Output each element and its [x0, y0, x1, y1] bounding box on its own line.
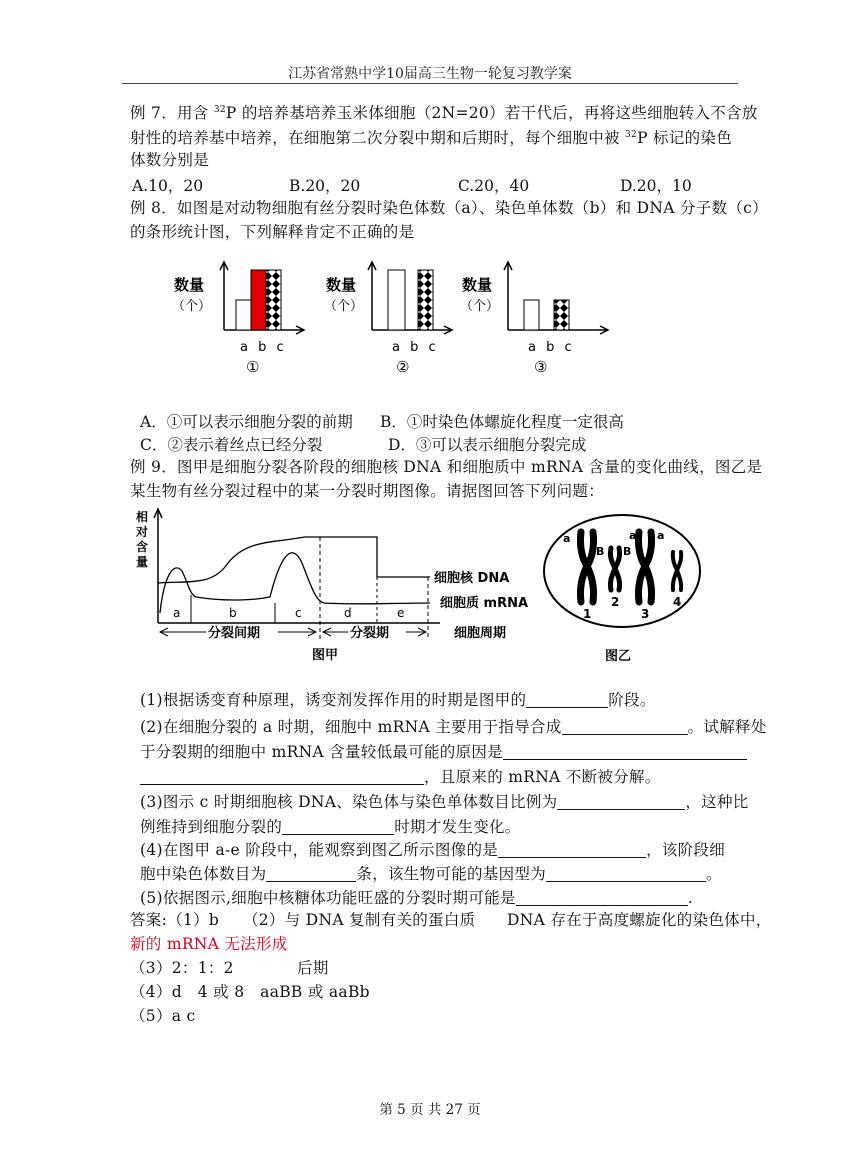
ex8-option-a: A．①可以表示细胞分裂的前期	[140, 413, 353, 431]
figure-jia-curve	[130, 505, 550, 665]
svg-text:4: 4	[673, 595, 682, 609]
chart-xlabels-1: a b c	[240, 340, 287, 355]
q2-blank-3[interactable]	[140, 768, 424, 785]
chromosome-3	[638, 532, 651, 602]
ex8-option-b: B．①时染色体螺旋化程度一定很高	[380, 413, 624, 431]
svg-text:数量: 数量	[462, 276, 493, 294]
ex8-option-d: D．③可以表示细胞分裂完成	[388, 436, 587, 454]
dna-curve	[158, 537, 430, 583]
figure-jia-caption: 图甲	[312, 648, 339, 663]
figure-yi-caption: 图乙	[605, 649, 632, 664]
bar-3-a	[524, 300, 539, 330]
mitosis-label: 分裂期	[350, 626, 390, 641]
answer-line1-red: 新的 mRNA 无法形成	[130, 935, 288, 953]
q2-end: ，且原来的 mRNA 不断被分解。	[140, 767, 740, 787]
panel-label-1: ①	[246, 358, 260, 376]
answer-4: （4）d 4 或 8 aaBB 或 aaBb	[130, 983, 370, 1001]
svg-text:对: 对	[136, 525, 149, 539]
svg-text:B: B	[596, 545, 605, 558]
ex7-option-d: D.20，10	[620, 177, 692, 195]
bar-1-c	[266, 270, 281, 330]
bar-panel-1	[172, 262, 304, 376]
figure-yi-cell	[535, 508, 725, 668]
svg-text:a: a	[657, 529, 665, 542]
svg-text:3: 3	[641, 607, 650, 621]
bar-2-c	[418, 270, 433, 330]
svg-text:a b c: a b c	[392, 340, 439, 355]
header-divider	[122, 83, 738, 84]
q1: (1)根据诱变育种原理，诱变剂发挥作用的时期是图甲的 阶段。	[140, 691, 656, 709]
q2: (2)在细胞分裂的 a 时期，细胞中 mRNA 主要用于指导合成 。试解释处	[140, 718, 767, 736]
page-footer: 第 5 页 共 27 页	[379, 1102, 481, 1118]
chart-yunit: （个）	[172, 299, 212, 314]
q3-blank-1[interactable]	[557, 793, 685, 810]
mrna-curve	[160, 553, 430, 613]
page-header: 江苏省常熟中学10届高三生物一轮复习教学案	[288, 66, 572, 82]
chromosome-4	[673, 552, 681, 590]
svg-text:（个）: （个）	[460, 299, 500, 314]
ex9-line2: 某生物有丝分裂过程中的某一分裂时期图像。请据图回答下列问题：	[130, 482, 605, 500]
panel-label-3: ③	[534, 358, 548, 376]
chromosome-1	[580, 532, 593, 602]
ex8-line2: 的条形统计图，下列解释肯定不正确的是	[130, 223, 415, 241]
svg-text:（个）: （个）	[324, 299, 364, 314]
svg-text:d: d	[344, 606, 352, 620]
phase-labels	[173, 606, 404, 620]
q4-cont: 胞中染色体数目为 条，该生物可能的基因型为 。	[140, 865, 722, 883]
mrna-label: 细胞质 mRNA	[440, 596, 529, 611]
ex8-line1: 例 8．如图是对动物细胞有丝分裂时染色体数（a）、染色单体数（b）和 DNA 分子数（c）	[130, 199, 768, 217]
svg-text:量: 量	[136, 555, 149, 569]
ex7-option-b: B.20，20	[289, 177, 361, 195]
svg-text:相: 相	[136, 510, 149, 524]
bar-chart-figure	[160, 248, 640, 388]
answer-line1: 答案:（1）b （2）与 DNA 复制有关的蛋白质 DNA 存在于高度螺旋化的染色体中，	[130, 911, 772, 929]
svg-text:a: a	[173, 606, 181, 620]
ex7-option-a: A.10，20	[132, 177, 204, 195]
cycle-label: 细胞周期	[454, 626, 507, 641]
svg-text:b: b	[229, 606, 237, 620]
ex7-line3: 体数分别是	[130, 151, 210, 169]
ex9-line1: 例 9．图甲是细胞分裂各阶段的细胞核 DNA 和细胞质中 mRNA 含量的变化曲线，图乙是	[130, 458, 763, 476]
chart-ylabel: 数量	[174, 276, 205, 294]
bar-1-b	[251, 270, 266, 330]
q4-blank-1[interactable]	[498, 841, 646, 858]
ex7-line2: 射性的培养基中培养，在细胞第二次分裂中期和后期时，每个细胞中被 $^{32}$P 标记的染色	[130, 129, 733, 147]
dna-label: 细胞核 DNA	[434, 571, 510, 586]
svg-text:a: a	[563, 532, 571, 545]
bar-panel-2	[324, 262, 452, 376]
bar-2-a	[388, 270, 405, 330]
q2-blank-2[interactable]	[503, 743, 747, 760]
svg-text:1: 1	[583, 607, 592, 621]
bar-3-c	[554, 300, 569, 330]
svg-text:2: 2	[611, 595, 620, 609]
bar-1-a	[236, 300, 251, 330]
q3-blank-2[interactable]	[282, 818, 394, 835]
svg-text:a b c: a b c	[528, 340, 575, 355]
svg-text:e: e	[397, 606, 405, 620]
bar-panel-3	[460, 262, 608, 376]
chromosome-2	[610, 548, 619, 590]
panel-label-2: ②	[396, 358, 410, 376]
ex8-option-c: C．②表示着丝点已经分裂	[140, 436, 323, 454]
q1-blank[interactable]	[526, 691, 608, 708]
jia-ylabel	[135, 509, 148, 569]
q5: (5)依据图示,细胞中核糖体功能旺盛的分裂时期可能是 .	[140, 889, 693, 907]
svg-text:含: 含	[136, 540, 149, 554]
ex7-option-c: C.20，40	[458, 177, 530, 195]
answer-5: （5）a c	[130, 1007, 196, 1025]
svg-text:数量: 数量	[326, 276, 357, 294]
svg-text:c: c	[295, 606, 302, 620]
interphase-label: 分裂间期	[208, 626, 261, 641]
q5-blank[interactable]	[516, 889, 688, 906]
svg-text:a: a	[629, 529, 637, 542]
svg-text:B: B	[623, 545, 632, 558]
q2-cont: 于分裂期的细胞中 mRNA 含量较低最可能的原因是	[140, 742, 740, 762]
q4-blank-2[interactable]	[266, 865, 356, 882]
answer-3: （3）2：1：2 后期	[130, 959, 329, 977]
ex7-line1: 例 7．用含 $^{32}$P 的培养基培养玉米体细胞（2N=20）若干代后，再将这些细胞转入不含放	[130, 104, 758, 122]
q2-blank-1[interactable]	[562, 718, 688, 735]
q3: (3)图示 c 时期细胞核 DNA、染色体与染色单体数目比例为 ，这种比	[140, 793, 749, 811]
q4-blank-3[interactable]	[546, 865, 706, 882]
q3-cont: 例维持到细胞分裂的 时期才发生变化。	[140, 818, 521, 836]
q4: (4)在图甲 a-e 阶段中，能观察到图乙所示图像的是 ，该阶段细	[140, 841, 726, 859]
